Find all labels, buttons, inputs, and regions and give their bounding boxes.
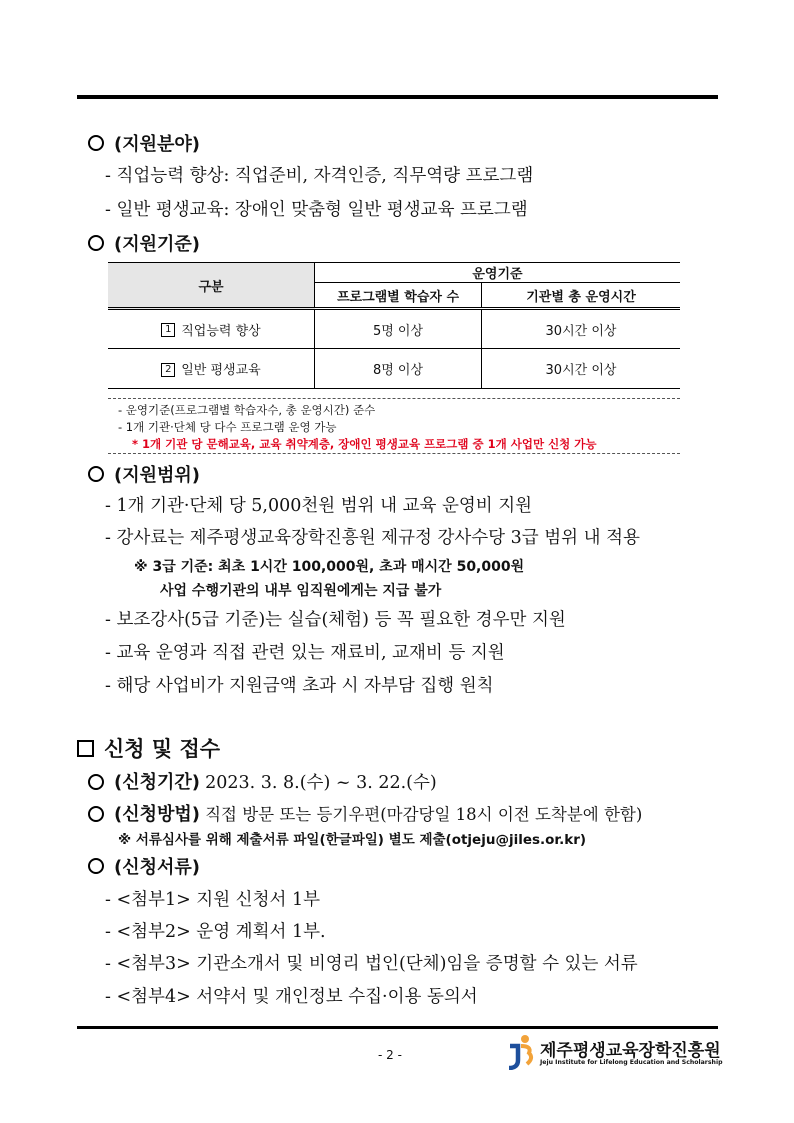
table-header-hours: 기관별 총 운영시간 — [482, 283, 681, 309]
support-criteria-heading: (지원기준) — [114, 234, 201, 255]
section-support-field — [88, 130, 200, 156]
sub-note: ※ 3급 기준: 최초 1시간 100,000원, 초과 매시간 50,000원 — [134, 559, 525, 575]
org-logo-icon — [505, 1034, 535, 1074]
period-value: 2023. 3. 8.(수) ~ 3. 22.(수) — [205, 773, 437, 793]
circle-bullet-icon — [88, 235, 104, 251]
table-row — [108, 309, 680, 349]
support-field-heading: (지원분야) — [114, 134, 201, 155]
top-rule — [77, 95, 718, 99]
sub-note: 사업 수행기관의 내부 임직원에게는 지급 불가 — [160, 583, 442, 599]
method-note: ※ 서류심사를 위해 제출서류 파일(한글파일) 별도 제출(otjeju@jiles.or.kr) — [118, 832, 587, 848]
list-item: - <첨부3> 기관소개서 및 비영리 법인(단체)임을 증명할 수 있는 서류 — [105, 954, 638, 974]
table-cell-hours: 30시간 이상 — [482, 309, 681, 349]
list-item: - <첨부2> 운영 계획서 1부. — [105, 922, 326, 942]
circle-bullet-icon — [88, 806, 104, 822]
table-cell-category: 2 일반 평생교육 — [108, 349, 315, 389]
bottom-rule — [77, 1026, 718, 1029]
circle-bullet-icon — [88, 135, 104, 151]
list-item: - <첨부4> 서약서 및 개인정보 수집·이용 동의서 — [105, 987, 478, 1007]
notes-bottom-border — [108, 453, 680, 454]
list-item: - 직업능력 향상: 직업준비, 자격인증, 직무역량 프로그램 — [105, 166, 534, 186]
application-docs — [88, 853, 200, 879]
notes-top-border — [108, 398, 680, 399]
org-name-en: Jeju Institute for Lifelong Education and Scholarship — [540, 1059, 723, 1066]
table-cell-learners: 5명 이상 — [315, 309, 482, 349]
section-application — [77, 733, 220, 763]
org-name: 제주평생교육장학진흥원 — [540, 1041, 721, 1061]
table-header-category: 구분 — [108, 263, 315, 309]
note-text: - 1개 기관·단체 당 다수 프로그램 운영 가능 — [118, 420, 337, 434]
table-cell-hours: 30시간 이상 — [482, 349, 681, 389]
table-header-learners: 프로그램별 학습자 수 — [315, 283, 482, 309]
support-scope-heading: (지원범위) — [114, 465, 201, 486]
period-label: (신청기간) — [114, 772, 201, 793]
list-item: - 보조강사(5급 기준)는 실습(체험) 등 꼭 필요한 경우만 지원 — [105, 610, 566, 630]
table-header-group: 운영기준 — [315, 263, 681, 283]
method-value: 직접 방문 또는 등기우편(마감당일 18시 이전 도착분에 한함) — [205, 805, 643, 824]
application-method — [88, 800, 642, 826]
list-item: - <첨부1> 지원 신청서 1부 — [105, 890, 320, 910]
list-item: - 일반 평생교육: 장애인 맞춤형 일반 평생교육 프로그램 — [105, 200, 528, 220]
list-item: - 해당 사업비가 지원금액 초과 시 자부담 집행 원칙 — [105, 676, 494, 696]
circle-bullet-icon — [88, 774, 104, 790]
note-text: - 운영기준(프로그램별 학습자수, 총 운영시간) 준수 — [118, 403, 376, 417]
number-box: 1 — [161, 323, 175, 337]
application-period — [88, 768, 437, 794]
square-bullet-icon — [77, 740, 94, 757]
table-cell-category: 1 직업능력 향상 — [108, 309, 315, 349]
page-number: - 2 - — [378, 1048, 402, 1062]
section-support-criteria — [88, 230, 200, 256]
section-support-scope — [88, 461, 200, 487]
note-warning: * 1개 기관 당 문해교육, 교육 취약계층, 장애인 평생교육 프로그램 중 1개 사업만 신청 가능 — [132, 437, 597, 451]
method-label: (신청방법) — [114, 804, 201, 825]
table-row — [108, 349, 680, 389]
application-title: 신청 및 접수 — [104, 737, 221, 761]
docs-label: (신청서류) — [114, 857, 201, 878]
criteria-table — [108, 262, 680, 389]
list-item: - 교육 운영과 직접 관련 있는 재료비, 교재비 등 지원 — [105, 643, 505, 663]
table-cell-learners: 8명 이상 — [315, 349, 482, 389]
circle-bullet-icon — [88, 858, 104, 874]
list-item: - 1개 기관·단체 당 5,000천원 범위 내 교육 운영비 지원 — [105, 496, 533, 516]
circle-bullet-icon — [88, 466, 104, 482]
list-item: - 강사료는 제주평생교육장학진흥원 제규정 강사수당 3급 범위 내 적용 — [105, 528, 640, 548]
number-box: 2 — [161, 363, 175, 377]
